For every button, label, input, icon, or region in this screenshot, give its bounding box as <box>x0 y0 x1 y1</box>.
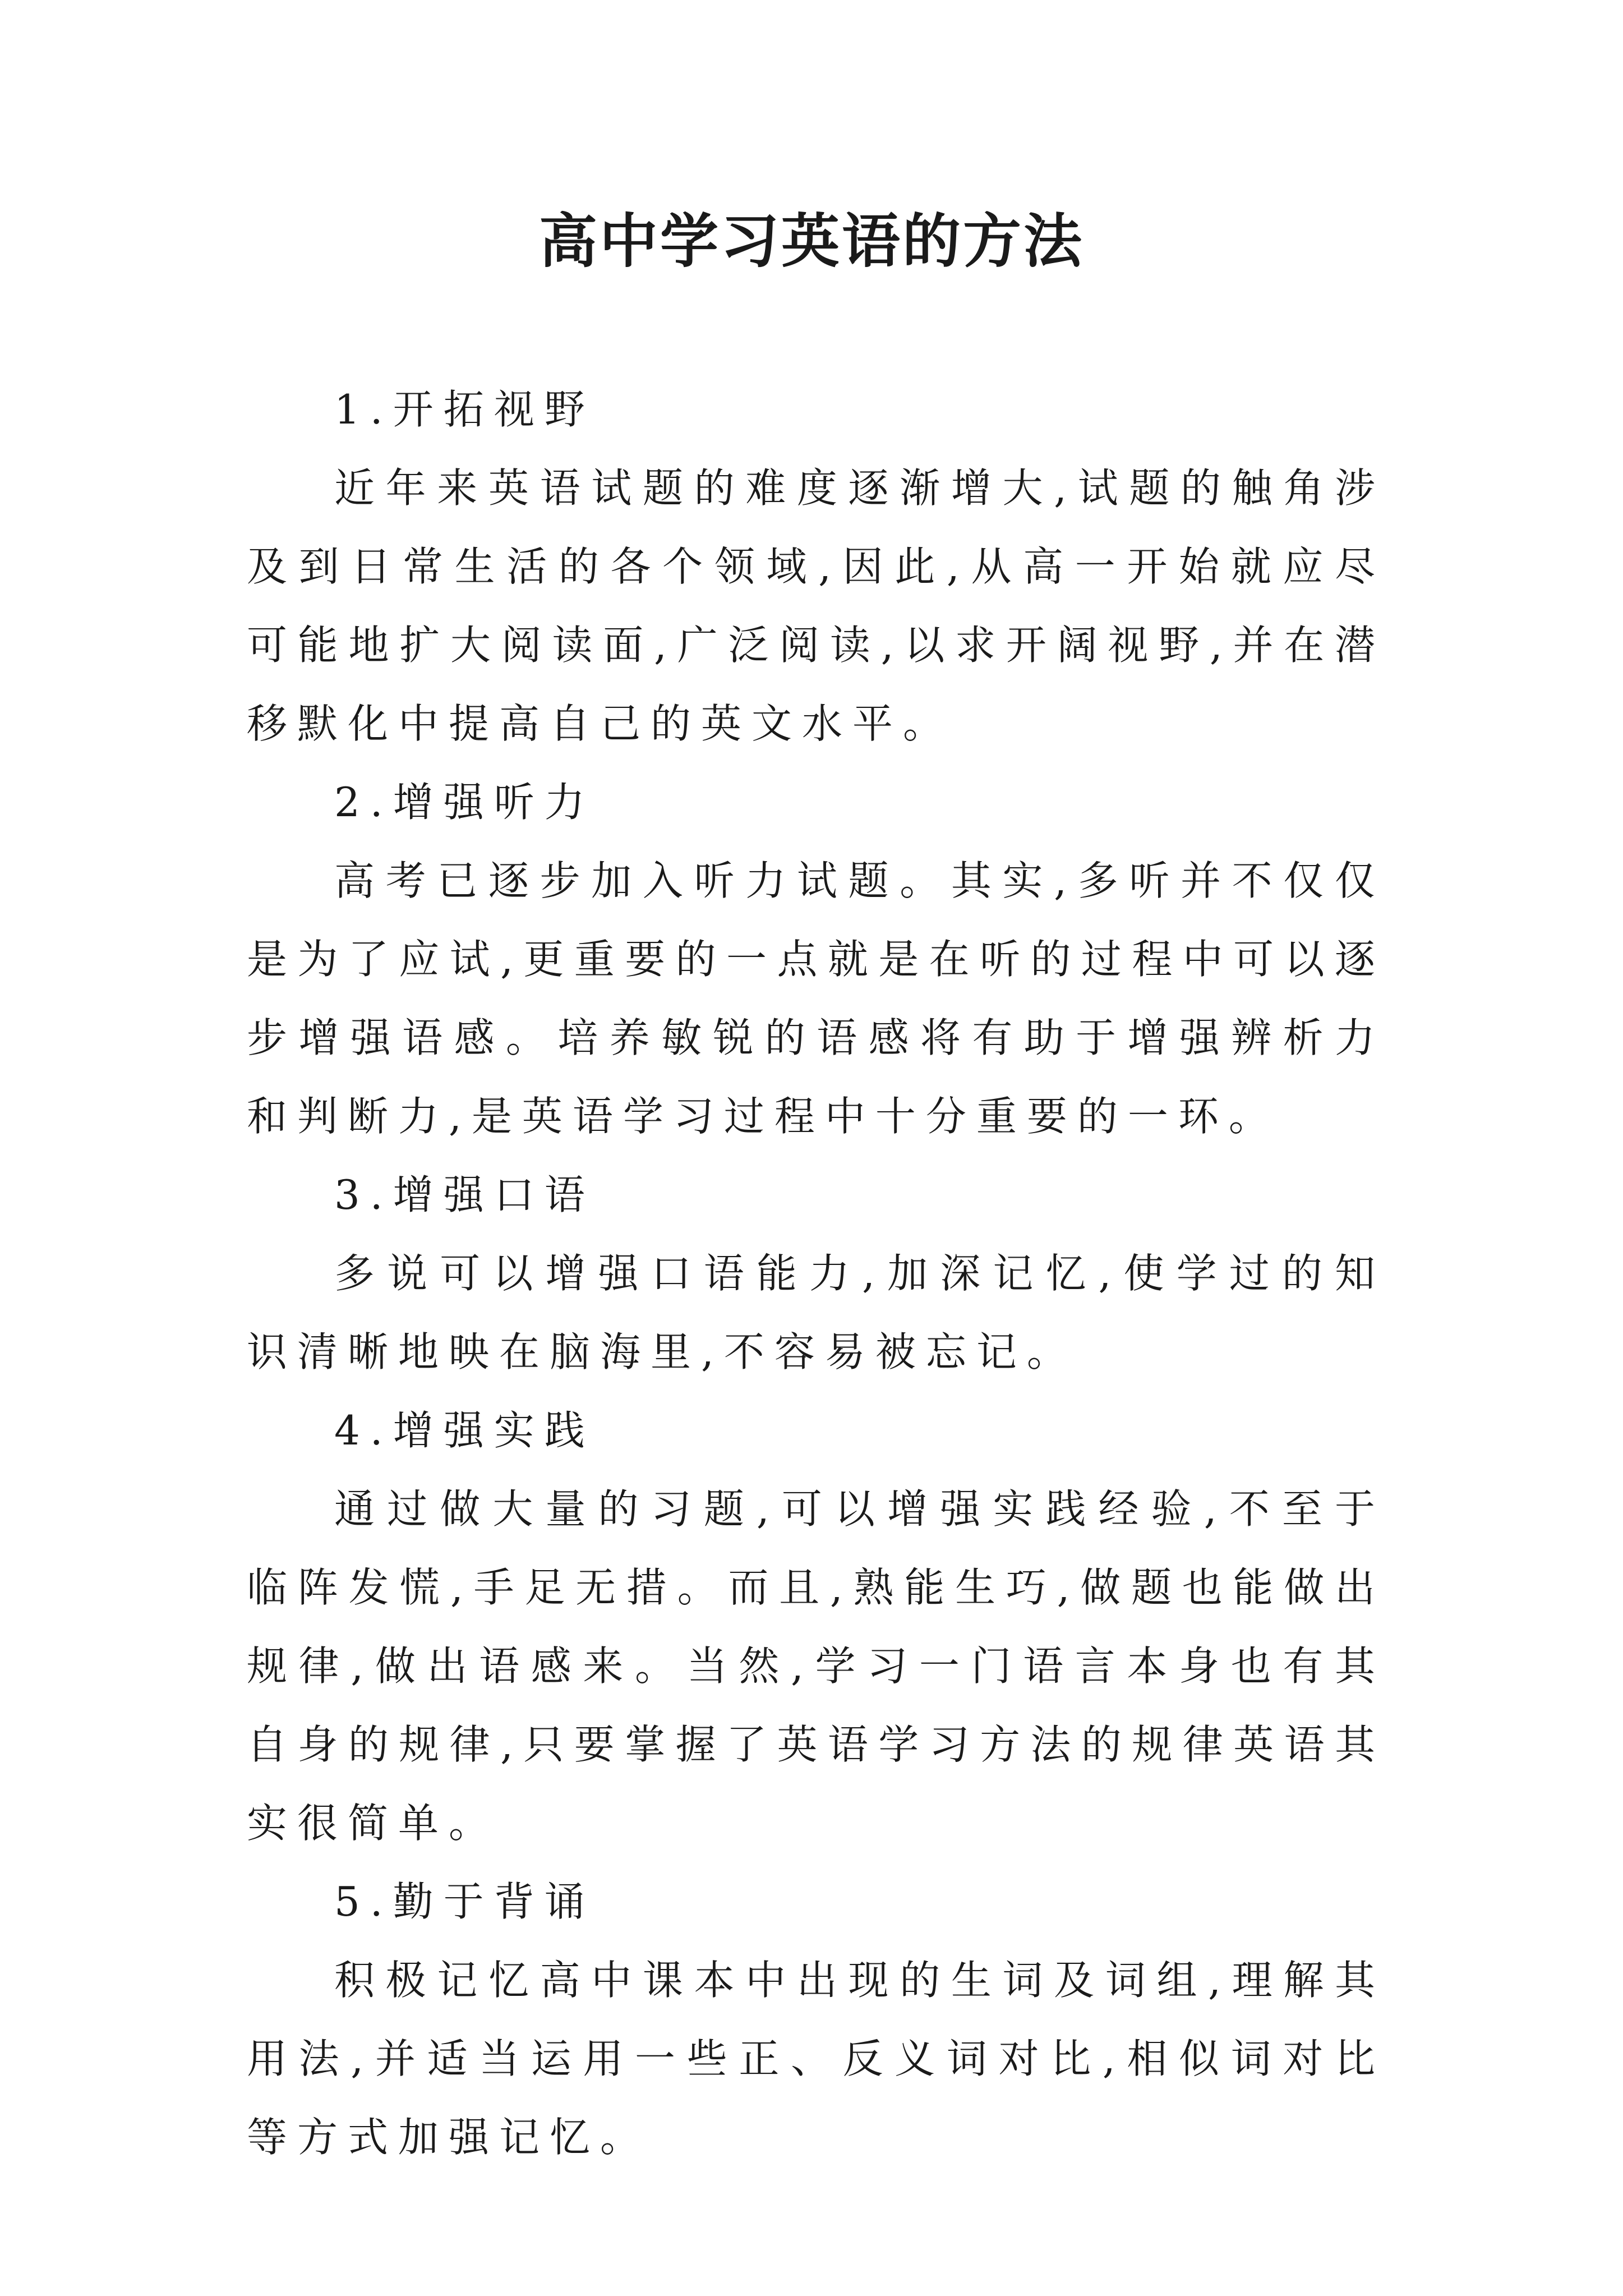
section-heading: 3.增强口语 <box>334 1171 595 1218</box>
section-paragraph: 多说可以增强口语能力,加深记忆,使学过的知识清晰地映在脑海里,不容易被忘记。 <box>247 1250 1385 1375</box>
section-heading: 5.勤于背诵 <box>334 1878 595 1925</box>
document-body <box>247 370 1385 2177</box>
section-paragraph: 通过做大量的习题,可以增强实践经验,不至于临阵发慌,手足无措。而且,熟能生巧,做题也能做出规律,做出语感来。当然,学习一门语言本身也有其自身的规律,只要掌握了英语学习方法的规律英语其实很简单。 <box>247 1485 1385 1847</box>
document-title: 高中学习英语的方法 <box>538 206 1084 275</box>
section-heading: 2.增强听力 <box>334 779 595 826</box>
section-paragraph: 高考已逐步加入听力试题。其实,多听并不仅仅是为了应试,更重要的一点就是在听的过程中可以逐步增强语感。培养敏锐的语感将有助于增强辨析力和判断力,是英语学习过程中十分重要的一环。 <box>247 857 1385 1140</box>
section-heading: 1.开拓视野 <box>334 386 595 433</box>
section-paragraph: 近年来英语试题的难度逐渐增大,试题的触角涉及到日常生活的各个领域,因此,从高一开始就应尽可能地扩大阅读面,广泛阅读,以求开阔视野,并在潜移默化中提高自己的英文水平。 <box>247 464 1385 747</box>
section-heading: 4.增强实践 <box>334 1407 595 1454</box>
section-paragraph: 积极记忆高中课本中出现的生词及词组,理解其用法,并适当运用一些正、反义词对比,相似词对比等方式加强记忆。 <box>247 1957 1385 2161</box>
